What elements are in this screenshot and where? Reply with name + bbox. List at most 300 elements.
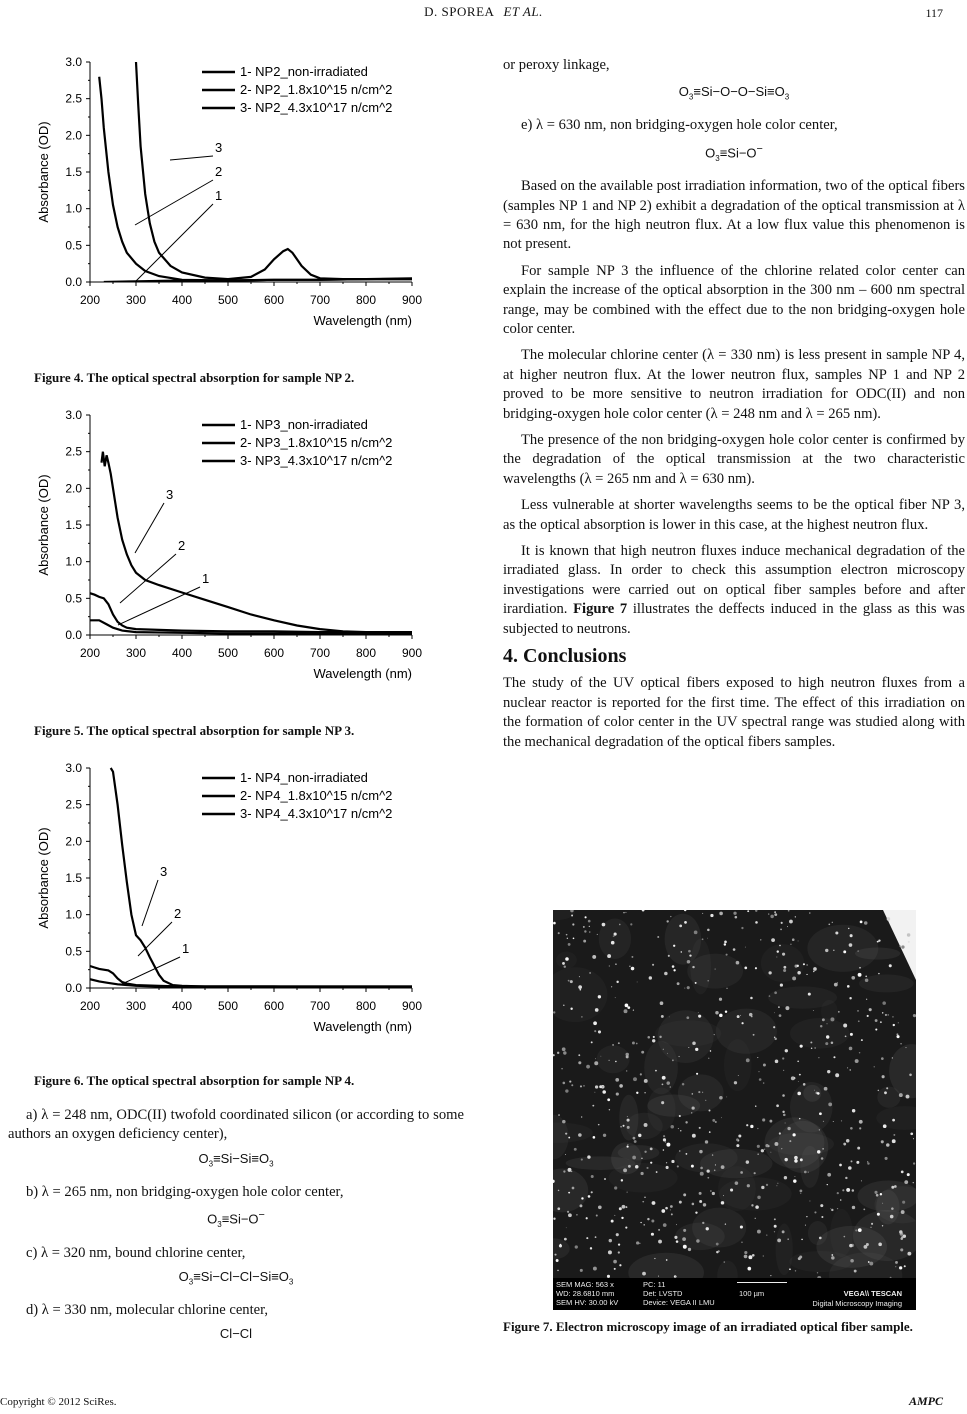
sem-particle xyxy=(699,1192,702,1195)
sem-particle xyxy=(719,1096,723,1100)
sem-particle xyxy=(740,1225,743,1228)
sem-particle xyxy=(607,954,611,958)
sem-particle xyxy=(646,1167,648,1169)
sem-particle xyxy=(666,1259,668,1261)
sem-particle xyxy=(682,1237,686,1241)
sem-particle xyxy=(661,1015,664,1018)
sem-particle xyxy=(566,934,568,936)
sem-haze xyxy=(807,925,878,972)
x-tick-label: 200 xyxy=(79,999,101,1013)
y-tick-label: 3.0 xyxy=(65,761,82,775)
legend-label: 3- NP2_4.3x10^17 n/cm^2 xyxy=(240,100,393,115)
sem-particle xyxy=(852,1189,855,1192)
sem-particle xyxy=(899,945,901,947)
sem-particle xyxy=(823,1121,824,1122)
sem-particle xyxy=(676,1240,679,1243)
sem-particle xyxy=(700,1172,704,1176)
y-tick-label: 2.5 xyxy=(65,444,82,459)
sem-particle xyxy=(855,1229,857,1231)
x-tick-label: 200 xyxy=(79,293,101,307)
y-tick-label: 2.5 xyxy=(65,797,82,812)
sem-particle xyxy=(911,915,914,918)
footer-journal: AMPC xyxy=(908,1394,943,1408)
annotation-label-1: 1 xyxy=(182,941,190,956)
sem-particle xyxy=(750,1125,753,1128)
sem-particle xyxy=(780,983,783,986)
sem-particle xyxy=(627,1116,628,1117)
x-tick-label: 200 xyxy=(79,646,101,660)
sem-particle xyxy=(585,916,587,918)
annotation-leader xyxy=(170,156,213,160)
sem-particle xyxy=(782,1111,784,1113)
sem-particle xyxy=(774,1038,776,1040)
sem-particle xyxy=(821,1157,824,1160)
sem-particle xyxy=(659,1036,661,1038)
sem-particle xyxy=(774,1142,778,1146)
sem-particle xyxy=(833,950,834,951)
sem-particle xyxy=(708,980,709,981)
sem-particle xyxy=(759,1071,760,1072)
sem-particle xyxy=(676,1224,677,1225)
sem-image xyxy=(553,910,916,1310)
sem-particle xyxy=(715,1011,718,1014)
sem-particle xyxy=(666,1162,667,1163)
sem-particle xyxy=(837,1192,839,1194)
sem-particle xyxy=(882,1203,883,1204)
sem-particle xyxy=(777,1183,778,1184)
sem-particle xyxy=(913,1138,914,1139)
paragraph-5: Less vulnerable at shorter wavelengths seems to be the optical fiber NP 3, as the optical absorption is lower in this case, at the highest neutron flux. xyxy=(503,497,965,533)
sem-particle xyxy=(831,1042,834,1045)
sem-particle xyxy=(625,912,626,913)
sem-particle xyxy=(797,965,799,967)
sem-particle xyxy=(598,995,601,998)
sem-particle xyxy=(828,923,830,925)
sem-particle xyxy=(563,1082,566,1085)
y-tick-label: 3.0 xyxy=(65,55,82,69)
sem-particle xyxy=(913,1014,916,1017)
sem-particle xyxy=(654,1258,655,1259)
y-tick-label: 0.5 xyxy=(65,591,82,606)
sem-particle xyxy=(595,1058,596,1059)
sem-particle xyxy=(719,912,723,916)
sem-particle xyxy=(843,1143,846,1146)
sem-particle xyxy=(666,1166,669,1169)
paragraph-2: For sample NP 3 the influence of the chlorine related color center can explain the increase of the optical absorption in the 300 nm – 600 nm spectral range, may be combined with the effect due to the non bridging-oxygen hole color center. xyxy=(503,262,965,337)
sem-particle xyxy=(626,1055,629,1058)
sem-particle xyxy=(579,976,580,977)
sem-particle xyxy=(622,1205,626,1209)
figure-7-caption: Figure 7. Electron microscopy image of an irradiated optical fiber sample. xyxy=(503,1319,913,1334)
sem-haze xyxy=(761,944,804,982)
sem-particle xyxy=(774,1225,777,1228)
section-title: 4. Conclusions xyxy=(503,645,627,668)
sem-particle xyxy=(692,966,694,968)
sem-particle xyxy=(825,949,828,952)
sem-particle xyxy=(774,1037,775,1038)
sem-particle xyxy=(592,1105,594,1107)
x-tick-label: 700 xyxy=(309,646,331,660)
sem-particle xyxy=(620,1126,622,1128)
sem-particle xyxy=(819,1237,822,1240)
item-d: d) λ = 330 nm, molecular chlorine center, xyxy=(26,1301,269,1318)
sem-particle xyxy=(856,1161,859,1164)
sem-particle xyxy=(680,1130,681,1131)
sem-particle xyxy=(770,1152,771,1153)
sem-particle xyxy=(740,1015,741,1016)
sem-info-strip: SEM MAG: 563 x WD: 28.6810 mm SEM HV: 30.00 kV PC: 11 Det: LVSTD Device: VEGA II LMU 100 µm VEGA\\ TESCAN Digital Microscopy Imaging xyxy=(553,1278,916,1310)
sem-particle xyxy=(744,1255,748,1259)
y-tick-label: 1.0 xyxy=(65,554,82,569)
sem-particle xyxy=(779,945,780,946)
y-tick-label: 3.0 xyxy=(65,408,82,422)
sem-particle xyxy=(859,1052,860,1053)
sem-particle xyxy=(783,966,786,969)
sem-particle xyxy=(865,978,869,982)
sem-particle xyxy=(860,921,863,924)
formula-peroxy: $O_3\equiv Si-O-O-Si\equiv O_3$ xyxy=(678,84,790,102)
sem-particle xyxy=(603,1134,606,1137)
sem-particle xyxy=(641,1051,644,1054)
sem-particle xyxy=(737,1015,740,1018)
y-axis-label: Absorbance (OD) xyxy=(36,827,51,929)
sem-particle xyxy=(826,1023,827,1024)
sem-particle xyxy=(830,1017,834,1021)
sem-particle xyxy=(565,957,569,961)
sem-particle xyxy=(707,1170,710,1173)
sem-particle xyxy=(702,913,703,914)
sem-particle xyxy=(580,1204,583,1207)
sem-particle xyxy=(589,932,590,933)
sem-particle xyxy=(571,1084,573,1086)
x-axis-label: Wavelength (nm) xyxy=(313,1019,412,1034)
sem-particle xyxy=(710,914,713,917)
sem-particle xyxy=(665,1207,668,1210)
sem-particle xyxy=(818,1057,819,1058)
sem-particle xyxy=(830,1208,831,1209)
sem-particle xyxy=(627,1192,628,1193)
sem-particle xyxy=(619,924,621,926)
sem-particle xyxy=(652,1201,656,1205)
sem-particle xyxy=(892,1119,895,1122)
sem-particle xyxy=(774,1012,775,1013)
sem-particle xyxy=(900,1237,903,1240)
sem-particle xyxy=(633,1137,636,1140)
annotation-leader xyxy=(135,503,164,553)
sem-particle xyxy=(616,1233,619,1236)
sem-particle xyxy=(892,1057,893,1058)
sem-particle xyxy=(599,1085,602,1088)
sem-particle xyxy=(878,1090,880,1092)
sem-particle xyxy=(757,1145,760,1148)
sem-particle xyxy=(608,1250,612,1254)
sem-particle xyxy=(695,982,697,984)
sem-particle xyxy=(710,1190,712,1192)
sem-particle xyxy=(849,997,851,999)
sem-particle xyxy=(760,939,761,940)
sem-particle xyxy=(769,1120,772,1123)
sem-particle xyxy=(684,921,687,924)
sem-particle xyxy=(811,1048,813,1050)
sem-particle xyxy=(699,1127,701,1129)
sem-particle xyxy=(712,1154,713,1155)
sem-particle xyxy=(865,975,867,977)
right-column-text xyxy=(503,56,965,759)
paragraph-3: The molecular chlorine center (λ = 330 nm) is less present in sample NP 4, at higher neutron flux. At the lower neutron flux, samples NP 1 and NP 2 proved to be more sensitive to neutron irradiation for ODC(II) and non bridging-oxygen hole color center (λ = 248 nm and λ = 265 nm). xyxy=(503,347,965,422)
sem-particle xyxy=(901,1170,904,1173)
sem-particle xyxy=(725,1011,727,1013)
sem-particle xyxy=(631,956,633,958)
sem-particle xyxy=(642,1272,646,1276)
sem-particle xyxy=(567,938,568,939)
sem-particle xyxy=(763,1064,766,1067)
sem-particle xyxy=(778,1006,780,1008)
sem-particle xyxy=(663,1138,666,1141)
sem-particle xyxy=(719,998,722,1001)
sem-particle xyxy=(667,1053,668,1054)
sem-particle xyxy=(795,916,796,917)
sem-particle xyxy=(619,1264,621,1266)
sem-particle xyxy=(716,1243,719,1246)
sem-particle xyxy=(881,1140,884,1143)
sem-particle xyxy=(834,983,838,987)
x-tick-label: 500 xyxy=(217,646,239,660)
sem-particle xyxy=(806,964,807,965)
sem-particle xyxy=(726,1096,727,1097)
sem-particle xyxy=(795,1176,796,1177)
sem-particle xyxy=(627,1144,628,1145)
sem-particle xyxy=(727,988,728,989)
y-tick-label: 1.5 xyxy=(65,518,82,532)
sem-particle xyxy=(574,1148,577,1151)
sem-particle xyxy=(799,1074,801,1076)
formula-odc: $O_3\equiv Si-Si\equiv O_3$ xyxy=(198,1150,274,1169)
sem-haze xyxy=(859,974,914,992)
sem-particle xyxy=(744,967,747,970)
sem-particle xyxy=(882,1001,886,1005)
sem-particle xyxy=(679,1115,681,1117)
sem-particle xyxy=(782,1057,784,1059)
figure-6-svg xyxy=(30,756,430,1061)
sem-particle xyxy=(578,1054,580,1056)
sem-particle xyxy=(755,921,758,924)
sem-particle xyxy=(568,980,570,982)
sem-particle xyxy=(562,1120,566,1124)
sem-particle xyxy=(896,1035,899,1038)
sem-particle xyxy=(650,1162,652,1164)
sem-particle xyxy=(779,1014,782,1017)
sem-particle xyxy=(568,1137,570,1139)
sem-haze xyxy=(718,1166,756,1211)
sem-particle xyxy=(715,1121,717,1123)
sem-particle xyxy=(640,1172,643,1175)
annotation-label-2: 2 xyxy=(215,164,223,179)
sem-particle xyxy=(572,1187,575,1190)
sem-particle xyxy=(899,1266,902,1269)
sem-particle xyxy=(651,1220,654,1223)
sem-particle xyxy=(707,938,708,939)
sem-particle xyxy=(882,1075,885,1078)
formula-nbohc-e: $O_3\equiv Si-O^-$ xyxy=(705,142,763,163)
sem-particle xyxy=(900,1248,903,1251)
sem-particle xyxy=(852,1109,855,1112)
sem-particle xyxy=(719,1014,723,1018)
paragraph-1: Based on the available post irradiation information, two of the optical fibers (samples NP 1 and NP 2) exhibit a degradation of the optical transmission at λ = 630 nm, for the high neutron flux. At a low flux value this phenomenon is not present. xyxy=(503,178,965,253)
sem-particle xyxy=(797,1092,801,1096)
sem-particle xyxy=(892,1016,893,1017)
sem-particle xyxy=(790,944,791,945)
sem-particle xyxy=(640,1073,642,1075)
sem-particle xyxy=(777,1238,781,1242)
header-etal: ET AL. xyxy=(503,4,543,19)
sem-particle xyxy=(777,950,779,952)
sem-particle xyxy=(652,1039,655,1042)
sem-particle xyxy=(698,1091,700,1093)
sem-particle xyxy=(747,1184,750,1187)
sem-particle xyxy=(635,1165,639,1169)
sem-particle xyxy=(900,1043,901,1044)
sem-particle xyxy=(672,1059,674,1061)
footer-copyright: Copyright © 2012 SciRes. xyxy=(0,1396,117,1408)
sem-particle xyxy=(677,1165,679,1167)
sem-particle xyxy=(855,1059,859,1063)
sem-particle xyxy=(688,1047,689,1048)
sem-particle xyxy=(806,1216,807,1217)
sem-particle xyxy=(700,1167,703,1170)
sem-particle xyxy=(566,1227,567,1228)
annotation-label-2: 2 xyxy=(178,538,186,553)
sem-particle xyxy=(565,1133,567,1135)
legend-label: 1- NP3_non-irradiated xyxy=(240,417,368,432)
sem-particle xyxy=(859,1120,863,1124)
sem-particle xyxy=(779,1132,781,1134)
sem-haze xyxy=(790,1018,850,1049)
sem-particle xyxy=(850,1033,853,1036)
x-tick-label: 600 xyxy=(263,293,285,307)
sem-particle xyxy=(660,1001,664,1005)
sem-particle xyxy=(673,945,675,947)
sem-particle xyxy=(612,1044,614,1046)
sem-particle xyxy=(679,924,682,927)
sem-particle xyxy=(821,1216,823,1218)
sem-particle xyxy=(870,1227,871,1228)
sem-particle xyxy=(583,940,586,943)
sem-particle xyxy=(800,1193,801,1194)
annotation-leader xyxy=(142,880,158,926)
sem-particle xyxy=(791,1076,795,1080)
sem-particle xyxy=(573,937,575,939)
sem-particle xyxy=(718,1250,720,1252)
sem-particle xyxy=(594,1030,596,1032)
y-tick-label: 0.5 xyxy=(65,944,82,959)
annotation-label-3: 3 xyxy=(166,487,174,502)
figure-7-ref: Figure 7 xyxy=(573,601,628,618)
sem-particle xyxy=(684,988,685,989)
x-tick-label: 800 xyxy=(355,999,377,1013)
sem-particle xyxy=(913,1182,914,1183)
sem-particle xyxy=(861,1039,863,1041)
sem-particle xyxy=(730,1188,733,1191)
sem-particle xyxy=(710,1050,711,1051)
y-tick-label: 0.0 xyxy=(65,628,82,642)
sem-particle xyxy=(846,1188,850,1192)
sem-particle xyxy=(766,1184,768,1186)
sem-particle xyxy=(846,1139,850,1143)
sem-particle xyxy=(752,1254,755,1257)
sem-particle xyxy=(631,967,635,971)
sem-particle xyxy=(773,1026,775,1028)
sem-particle xyxy=(746,1124,748,1126)
sem-particle xyxy=(604,1178,606,1180)
sem-particle xyxy=(736,1138,739,1141)
sem-particle xyxy=(562,962,565,965)
annotation-label-3: 3 xyxy=(215,140,223,155)
sem-particle xyxy=(556,1259,559,1262)
sem-particle xyxy=(776,1104,779,1107)
sem-particle xyxy=(568,1192,570,1194)
sem-particle xyxy=(691,1112,692,1113)
sem-particle xyxy=(905,1047,906,1048)
sem-particle xyxy=(738,1075,739,1076)
sem-particle xyxy=(840,1199,842,1201)
sem-particle xyxy=(751,1204,753,1206)
sem-particle xyxy=(638,1134,641,1137)
sem-particle xyxy=(558,1114,560,1116)
sem-particle xyxy=(586,1065,590,1069)
x-tick-label: 400 xyxy=(171,999,193,1013)
sem-particle xyxy=(647,1036,650,1039)
sem-particle xyxy=(723,1195,724,1196)
running-header xyxy=(0,4,967,20)
sem-particle xyxy=(560,1244,562,1246)
sem-particle xyxy=(817,1092,820,1095)
sem-particle xyxy=(733,948,736,951)
sem-particle xyxy=(692,1106,695,1109)
sem-particle xyxy=(755,1205,759,1209)
sem-particle xyxy=(845,1035,847,1037)
sem-particle xyxy=(799,1118,800,1119)
sem-particle xyxy=(886,1143,890,1147)
sem-particle xyxy=(692,1041,696,1045)
sem-particle xyxy=(843,1236,845,1238)
sem-particle xyxy=(652,1235,653,1236)
sem-particle xyxy=(882,1225,883,1226)
sem-particle xyxy=(637,982,638,983)
sem-particle xyxy=(866,999,867,1000)
sem-particle xyxy=(774,1218,776,1220)
sem-particle xyxy=(746,1160,749,1163)
sem-particle xyxy=(843,950,846,953)
sem-particle xyxy=(809,912,810,913)
sem-particle xyxy=(761,1149,764,1152)
sem-particle xyxy=(891,1186,894,1189)
annotation-label-3: 3 xyxy=(160,864,168,879)
sem-particle xyxy=(798,1257,801,1260)
sem-particle xyxy=(858,973,862,977)
sem-particle xyxy=(621,1179,623,1181)
sem-particle xyxy=(820,1025,822,1027)
sem-particle xyxy=(681,951,682,952)
sem-particle xyxy=(875,1028,877,1030)
sem-particle xyxy=(784,1176,787,1179)
sem-particle xyxy=(661,1209,665,1213)
sem-particle xyxy=(782,953,785,956)
sem-particle xyxy=(804,1171,807,1174)
sem-particle xyxy=(887,917,891,921)
y-axis-label: Absorbance (OD) xyxy=(36,474,51,576)
sem-particle xyxy=(553,1011,555,1013)
sem-particle xyxy=(586,1237,588,1239)
